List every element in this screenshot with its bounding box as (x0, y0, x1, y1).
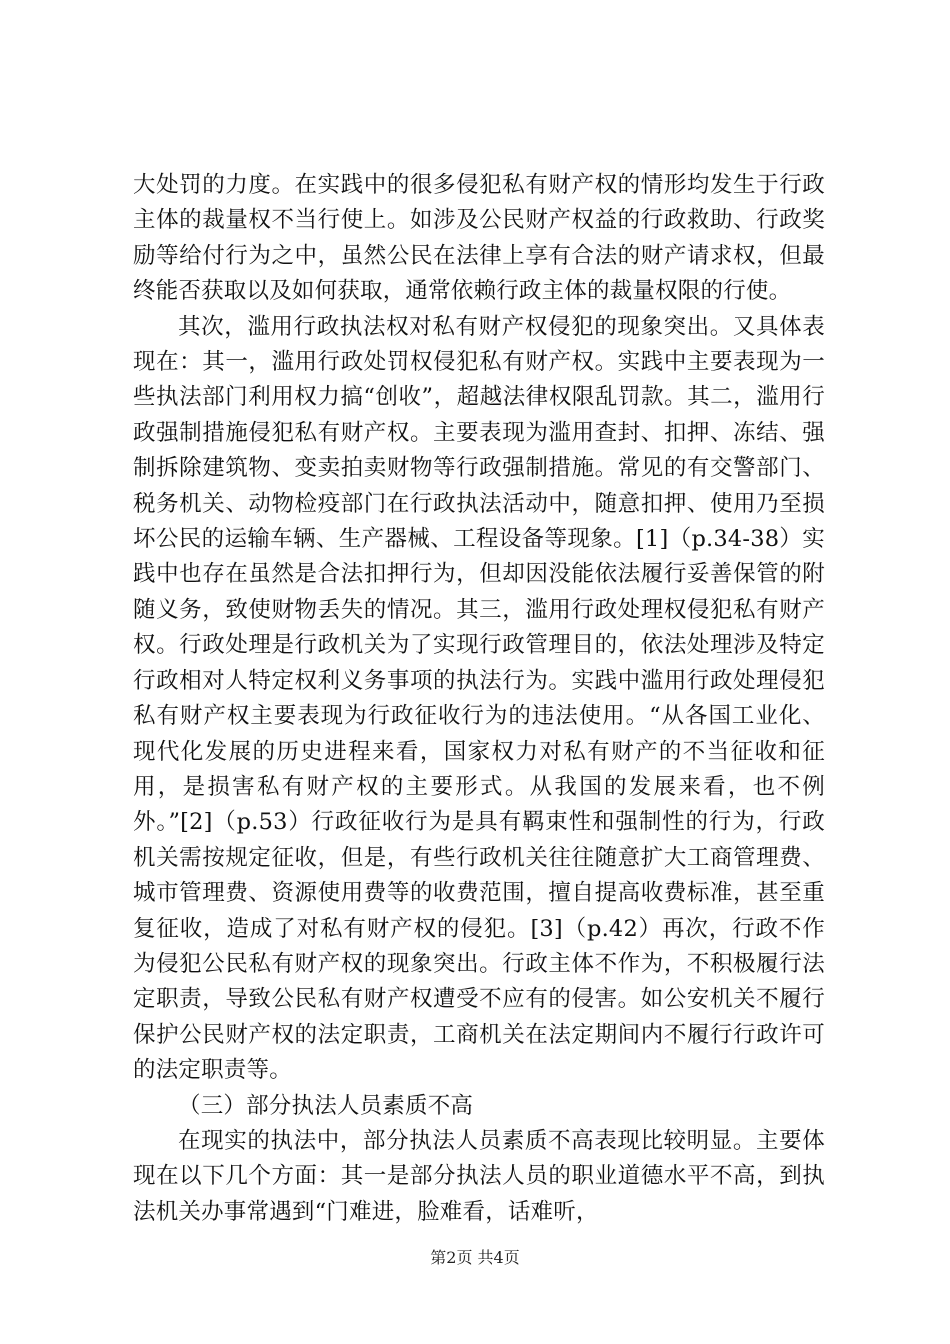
paragraph-continuation: 大处罚的力度。在实践中的很多侵犯私有财产权的情形均发生于行政主体的裁量权不当行使上。如涉及公民财产权益的行政救助、行政奖励等给付行为之中，虽然公民在法律上享有合法的财产请求权，但最终能否获取以及如何获取，通常依赖行政主体的裁量权限的行使。 (133, 172, 825, 305)
paragraph-staff-quality: 在现实的执法中，部分执法人员素质不高表现比较明显。主要体现在以下几个方面：其一是部分执法人员的职业道德水平不高，到执法机关办事常遇到“门难进，脸难看，话难听， (133, 1127, 825, 1225)
document-body (133, 168, 825, 1230)
section-heading-3: （三）部分执法人员素质不高 (178, 1092, 474, 1119)
page-number: 第2页 共4页 (430, 1248, 520, 1267)
page-footer (0, 1245, 950, 1268)
paragraph-abuse-of-power: 其次，滥用行政执法权对私有财产权侵犯的现象突出。又具体表现在：其一，滥用行政处罚权侵犯私有财产权。实践中主要表现为一些执法部门利用权力搞“创收”，超越法律权限乱罚款。其二，滥用行政强制措施侵犯私有财产权。主要表现为滥用查封、扣押、冻结、强制拆除建筑物、变卖拍卖财物等行政强制措施。常见的有交警部门、税务机关、动物检疫部门在行政执法活动中，随意扣押、使用乃至损坏公民的运输车辆、生产器械、工程设备等现象。[1]（p.34-38）实践中也存在虽然是合法扣押行为，但却因没能依法履行妥善保管的附随义务，致使财物丢失的情况。其三，滥用行政处理权侵犯私有财产权。行政处理是行政机关为了实现行政管理目的，依法处理涉及特定行政相对人特定权利义务事项的执法行为。实践中滥用行政处理侵犯私有财产权主要表现为行政征收行为的违法使用。“从各国工业化、现代化发展的历史进程来看，国家权力对私有财产的不当征收和征用，是损害私有财产权的主要形式。从我国的发展来看，也不例外。”[2]（p.53）行政征收行为是具有羁束性和强制性的行为，行政机关需按规定征收，但是，有些行政机关往往随意扩大工商管理费、城市管理费、资源使用费等的收费范围，擅自提高收费标准，甚至重复征收，造成了对私有财产权的侵犯。[3]（p.42）再次，行政不作为侵犯公民私有财产权的现象突出。行政主体不作为，不积极履行法定职责，导致公民私有财产权遭受不应有的侵害。如公安机关不履行保护公民财产权的法定职责，工商机关在法定期间内不履行行政许可的法定职责等。 (133, 313, 825, 1084)
